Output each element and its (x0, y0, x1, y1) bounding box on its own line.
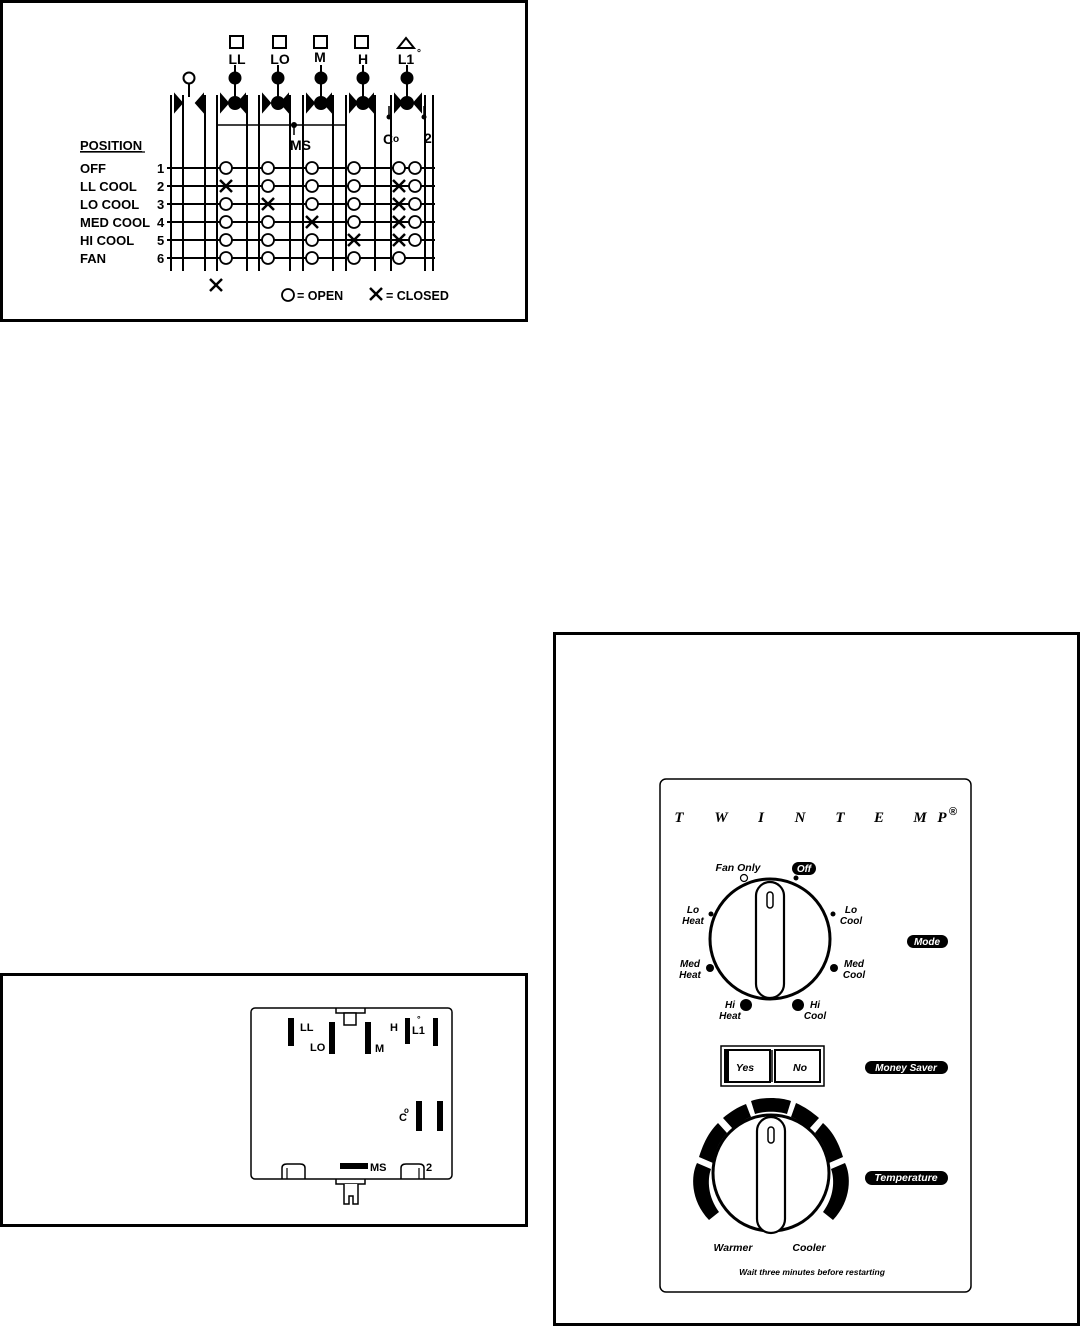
terminal-label-h: H (357, 51, 369, 67)
mode-hi-heat-dot[interactable] (740, 999, 752, 1011)
contact-open (262, 216, 274, 228)
contact-open (409, 162, 421, 174)
svg-text:Heat: Heat (719, 1011, 741, 1022)
position-label: MED COOL (80, 215, 151, 230)
mode-off-dot[interactable] (794, 876, 799, 881)
terminal-layout-panel (0, 973, 528, 1227)
contact-open (262, 252, 274, 264)
contact-open (348, 252, 360, 264)
position-label: LO COOL (80, 197, 140, 212)
contact-open (348, 162, 360, 174)
terminal-layout-diagram (3, 976, 525, 1224)
position-label: OFF (80, 161, 106, 176)
svg-text:Heat: Heat (679, 970, 701, 981)
legend-closed-symbol (370, 288, 382, 300)
contact-open (220, 252, 232, 264)
control-panel-frame (553, 632, 1080, 1326)
terminal-ll (288, 1018, 294, 1046)
terminal-box-ll (230, 36, 243, 48)
temperature-knob-pointer (757, 1117, 785, 1233)
contact-open (409, 180, 421, 192)
contact-open (306, 234, 318, 246)
contact-open (220, 234, 232, 246)
terminal-h (405, 1018, 410, 1044)
twintemp-faceplate (556, 635, 1077, 1323)
position-header: POSITION (80, 138, 143, 153)
svg-text:H: H (390, 1022, 398, 1034)
terminal-label-l1: L1 (397, 51, 415, 67)
common-open-contact (184, 73, 195, 84)
contact-open (262, 180, 274, 192)
mode-lo-cool-dot[interactable] (831, 912, 836, 917)
brand-letter: T (674, 810, 684, 826)
svg-text:Cool: Cool (842, 970, 866, 981)
legend-closed-label: = CLOSED (386, 289, 449, 303)
svg-text:°: ° (417, 1014, 421, 1024)
legend-open-symbol (282, 289, 294, 301)
svg-text:L1: L1 (412, 1025, 425, 1037)
brand-letter: E (873, 810, 885, 826)
terminal-label-m: M (314, 49, 326, 65)
contact-open (262, 162, 274, 174)
svg-text:Hi: Hi (810, 1000, 820, 1011)
contact-open (220, 162, 232, 174)
c-label: C (383, 131, 394, 147)
brand-letter: T (835, 810, 845, 826)
position-label: HI COOL (80, 233, 135, 248)
position-number: 1 (157, 161, 165, 176)
svg-text:MS: MS (370, 1162, 387, 1174)
mode-lo-heat-dot[interactable] (709, 912, 714, 917)
svg-text:Cool: Cool (839, 916, 863, 927)
brand-letter: I (758, 810, 764, 826)
cooler-label: Cooler (792, 1242, 826, 1254)
mode-med-heat-dot[interactable] (706, 964, 714, 972)
contact-open (393, 252, 405, 264)
restart-footnote: Wait three minutes before restarting (739, 1267, 885, 1277)
contact-open (409, 216, 421, 228)
terminal-box-m (314, 36, 327, 48)
brand-letter: P (937, 810, 947, 826)
svg-text:2: 2 (426, 1162, 433, 1174)
contact-open (409, 234, 421, 246)
position-number: 5 (157, 233, 165, 248)
contact-open (393, 162, 405, 174)
terminal-lo (329, 1022, 335, 1054)
money-saver-yes-label: Yes (735, 1062, 755, 1074)
temperature-label: Temperature (874, 1172, 938, 1184)
svg-text:M: M (375, 1043, 385, 1055)
mode-med-cool-dot[interactable] (830, 964, 838, 972)
contact-open (306, 180, 318, 192)
contact-open (348, 216, 360, 228)
terminal-box-h (355, 36, 368, 48)
svg-text:Heat: Heat (682, 916, 704, 927)
mode-label: Mode (913, 937, 941, 948)
contact-open (220, 216, 232, 228)
terminal-l1-mark: ° (417, 48, 421, 59)
svg-text:C: C (399, 1112, 407, 1124)
position-label: FAN (80, 251, 106, 266)
svg-text:Med: Med (844, 959, 864, 970)
position-label: LL COOL (80, 179, 137, 194)
svg-text:LL: LL (300, 1022, 314, 1034)
ms-label: MS (290, 137, 311, 153)
contact-open (220, 198, 232, 210)
switch-diagram-panel (0, 0, 528, 322)
legend-open-label: = OPEN (297, 289, 344, 303)
two-label: 2 (424, 130, 432, 146)
mode-fan-only-dot[interactable] (741, 875, 748, 882)
svg-text:Lo: Lo (844, 905, 858, 916)
position-number: 6 (157, 251, 165, 266)
switch-diagram (3, 3, 525, 319)
money-saver-label: Money Saver (875, 1063, 937, 1074)
registered-mark: ® (949, 806, 958, 818)
contact-open (306, 252, 318, 264)
mode-fan-only-label: Fan Only (715, 862, 761, 874)
terminal-m (365, 1022, 371, 1054)
position-number: 4 (157, 215, 165, 230)
svg-text:Lo: Lo (686, 905, 700, 916)
terminal-ms (340, 1163, 368, 1169)
mode-hi-cool-dot[interactable] (792, 999, 804, 1011)
position-number: 2 (157, 179, 165, 194)
mode-knob-pointer (756, 882, 784, 998)
warmer-label: Warmer (713, 1242, 753, 1254)
svg-text:Cool: Cool (803, 1011, 827, 1022)
brand-letter: N (794, 810, 806, 826)
contact-open (348, 180, 360, 192)
brand-letter: W (714, 810, 728, 826)
contact-open (409, 198, 421, 210)
c-mark: o (393, 134, 400, 145)
svg-text:Hi: Hi (725, 1000, 735, 1011)
contact-open (262, 234, 274, 246)
contact-open (306, 198, 318, 210)
terminal-l1 (433, 1018, 438, 1046)
terminal-c (416, 1101, 422, 1131)
svg-text:o: o (404, 1106, 409, 1115)
contact-open (306, 162, 318, 174)
position-number: 3 (157, 197, 165, 212)
terminal-c2 (437, 1101, 443, 1131)
brand-letter: M (913, 810, 927, 826)
money-saver-no-label: No (793, 1062, 807, 1074)
closed-symbol (210, 279, 222, 291)
mode-off-label: Off (796, 864, 812, 875)
svg-text:Med: Med (680, 959, 700, 970)
terminal-triangle-l1 (398, 38, 414, 48)
terminal-label-lo: LO (270, 51, 290, 67)
terminal-label-ll: LL (228, 51, 246, 67)
contact-open (348, 198, 360, 210)
svg-text:LO: LO (310, 1042, 326, 1054)
terminal-box-lo (273, 36, 286, 48)
